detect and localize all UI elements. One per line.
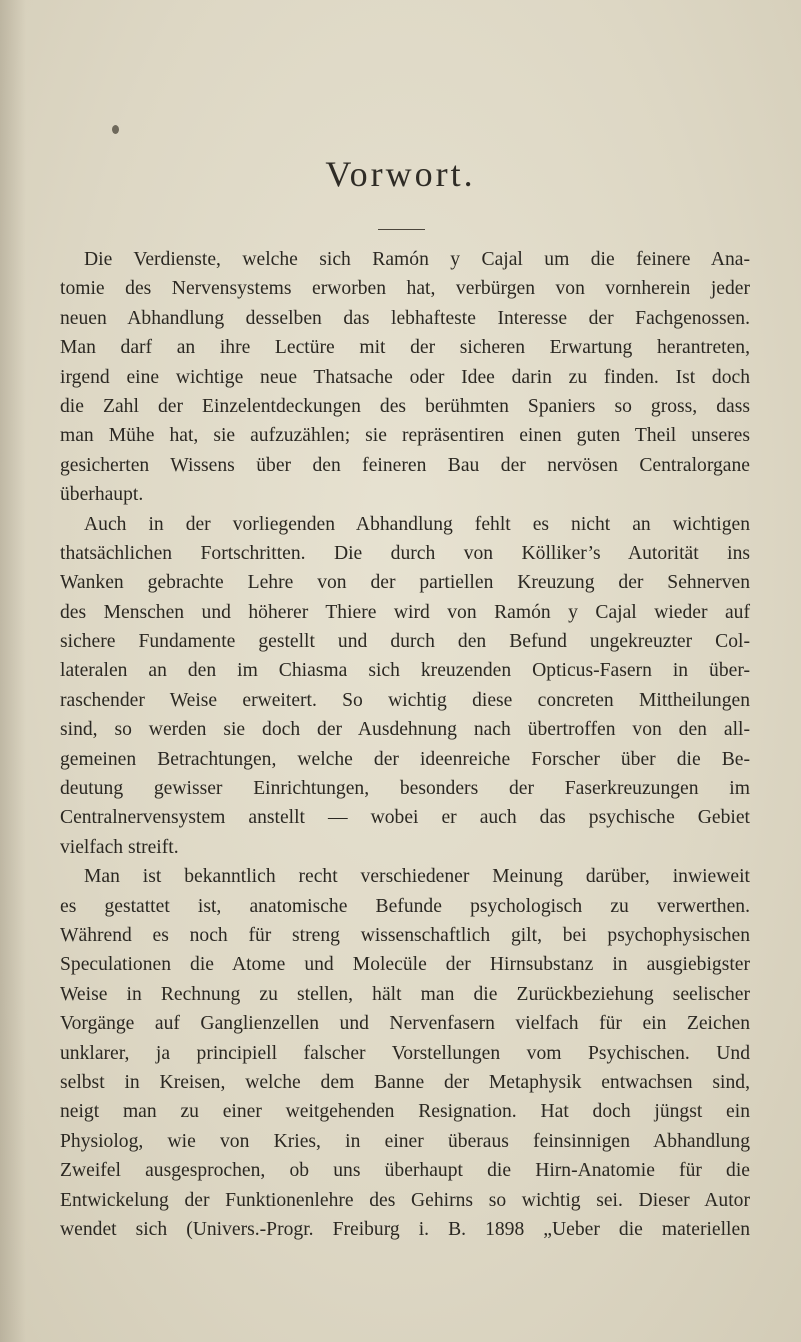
- text-line: tomie des Nervensystems erworben hat, verbürgen von vornherein jeder: [60, 278, 750, 300]
- title-rule: [378, 229, 425, 230]
- text-line: selbst in Kreisen, welche dem Banne der Metaphysik entwachsen sind,: [60, 1071, 750, 1093]
- body-text: [60, 245, 750, 1244]
- text-line: man Mühe hat, sie aufzuzählen; sie repräsentiren einen guten Theil unseres: [60, 425, 750, 447]
- text-line: vielfach streift.: [60, 836, 179, 858]
- text-line: Zweifel ausgesprochen, ob uns überhaupt die Hirn-Anatomie für die: [60, 1160, 750, 1182]
- text-line: irgend eine wichtige neue Thatsache oder Idee darin zu finden. Ist doch: [60, 366, 750, 388]
- text-line: neuen Abhandlung desselben das lebhafteste Interesse der Fachgenossen.: [60, 307, 750, 329]
- binding-shadow: [0, 0, 26, 1342]
- text-line: Entwickelung der Funktionenlehre des Gehirns so wichtig sei. Dieser Autor: [60, 1189, 750, 1211]
- text-line: thatsächlichen Fortschritten. Die durch von Kölliker’s Autorität ins: [60, 542, 750, 564]
- text-line: gemeinen Betrachtungen, welche der ideenreiche Forscher über die Be-: [60, 748, 750, 770]
- text-line: raschender Weise erweitert. So wichtig diese concreten Mittheilungen: [60, 689, 750, 711]
- text-line: deutung gewisser Einrichtungen, besonders der Faserkreuzungen im: [60, 778, 750, 800]
- text-line: Auch in der vorliegenden Abhandlung fehlt es nicht an wichtigen: [84, 513, 750, 535]
- text-line: sind, so werden sie doch der Ausdehnung nach übertroffen von den all-: [60, 719, 750, 741]
- text-line: Man darf an ihre Lectüre mit der sicheren Erwartung herantreten,: [60, 337, 750, 359]
- text-line: Speculationen die Atome und Molecüle der Hirnsubstanz in ausgiebigster: [60, 954, 750, 976]
- text-line: Physiolog, wie von Kries, in einer überaus feinsinnigen Abhandlung: [60, 1130, 750, 1152]
- text-line: Man ist bekanntlich recht verschiedener Meinung darüber, inwieweit: [84, 866, 750, 888]
- text-line: Vorgänge auf Ganglienzellen und Nervenfasern vielfach für ein Zeichen: [60, 1013, 750, 1035]
- text-line: des Menschen und höherer Thiere wird von Ramón y Cajal wieder auf: [60, 601, 750, 623]
- text-line: unklarer, ja principiell falscher Vorstellungen vom Psychischen. Und: [60, 1042, 750, 1064]
- paragraph: [60, 862, 750, 1244]
- text-line: gesicherten Wissens über den feineren Bau der nervösen Centralorgane: [60, 454, 750, 476]
- paragraph: [60, 510, 750, 863]
- text-line: überhaupt.: [60, 484, 144, 506]
- ink-speck: [112, 125, 119, 134]
- text-line: wendet sich (Univers.-Progr. Freiburg i. B. 1898 „Ueber die materiellen: [60, 1218, 750, 1240]
- paragraph: [60, 245, 750, 510]
- text-line: Wanken gebrachte Lehre von der partiellen Kreuzung der Sehnerven: [60, 572, 750, 594]
- text-line: Weise in Rechnung zu stellen, hält man die Zurückbeziehung seelischer: [60, 983, 750, 1005]
- text-line: sichere Fundamente gestellt und durch den Befund ungekreuzter Col-: [60, 631, 750, 653]
- text-line: die Zahl der Einzelentdeckungen des berühmten Spaniers so gross, dass: [60, 395, 750, 417]
- text-line: lateralen an den im Chiasma sich kreuzenden Opticus-Fasern in über-: [60, 660, 750, 682]
- text-line: neigt man zu einer weitgehenden Resignation. Hat doch jüngst ein: [60, 1101, 750, 1123]
- text-line: Die Verdienste, welche sich Ramón y Cajal um die feinere Ana-: [84, 249, 750, 270]
- text-line: Centralnervensystem anstellt — wobei er auch das psychische Gebiet: [60, 807, 750, 829]
- text-line: es gestattet ist, anatomische Befunde psychologisch zu verwerthen.: [60, 895, 750, 917]
- text-line: Während es noch für streng wissenschaftlich gilt, bei psychophysischen: [60, 924, 750, 946]
- page-title: Vorwort.: [325, 154, 476, 194]
